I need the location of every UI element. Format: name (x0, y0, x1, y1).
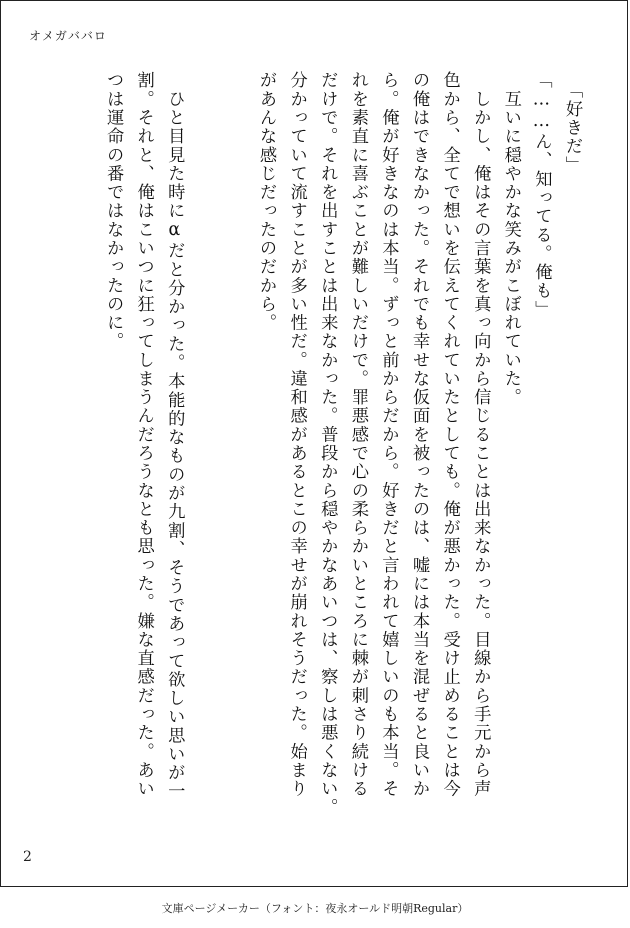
text-line: ひと目見た時にαだと分かった。本能的なものが九割、そうであって欲しい思いが一 (164, 71, 185, 801)
text-line: つは運命の番ではなかったのに。 (103, 71, 124, 351)
footer-credit: 文庫ページメーカー（フォント：夜永オールド明朝Regular） (161, 902, 469, 915)
text-line: があんな感じだったのだから。 (256, 71, 277, 332)
text-line: しかし、俺はその言葉を真っ向から信じることは出来なかった。目線から手元から声 (470, 71, 491, 798)
page-number: 2 (23, 849, 32, 865)
blank-line (220, 71, 251, 851)
text-line: 割。それと、俺はこいつに狂ってしまうんだろうなとも思った。嫌な直感だった。あい (133, 71, 154, 798)
text-line: の俺はできなかった。それでも幸せな仮面を被ったのは、嘘には本当を混ぜると良いか (409, 71, 430, 798)
text-line: だけで。それを出すことは出来なかった。普段から穏やかなあいつは、察しは悪くない。 (317, 71, 338, 817)
text-line: 「……ん、知ってる。俺も」 (531, 71, 552, 319)
text-line: ら。俺が好きなのは本当。ずっと前からだから。好きだと言われて嬉しいのも本当。そ (378, 71, 399, 798)
body-text (98, 71, 588, 851)
text-line: 「好きだ」 (562, 71, 582, 175)
text-line: 色から、全てで想いを伝えてくれていたとしても。俺が悪かった。受け止めることは今 (439, 71, 460, 798)
text-line: 互いに穏やかな笑みがこぼれていた。 (500, 71, 521, 407)
running-header-title: オメガババロ (29, 29, 107, 43)
text-line: れを素直に喜ぶことが難しいだけで。罪悪感で心の柔らかいところに棘が刺さり続ける (347, 71, 368, 798)
text-line: 分かっていて流すことが多い性だ。違和感があるとこの幸せが崩れそうだった。始まり (286, 71, 307, 798)
blank-line (189, 71, 220, 851)
